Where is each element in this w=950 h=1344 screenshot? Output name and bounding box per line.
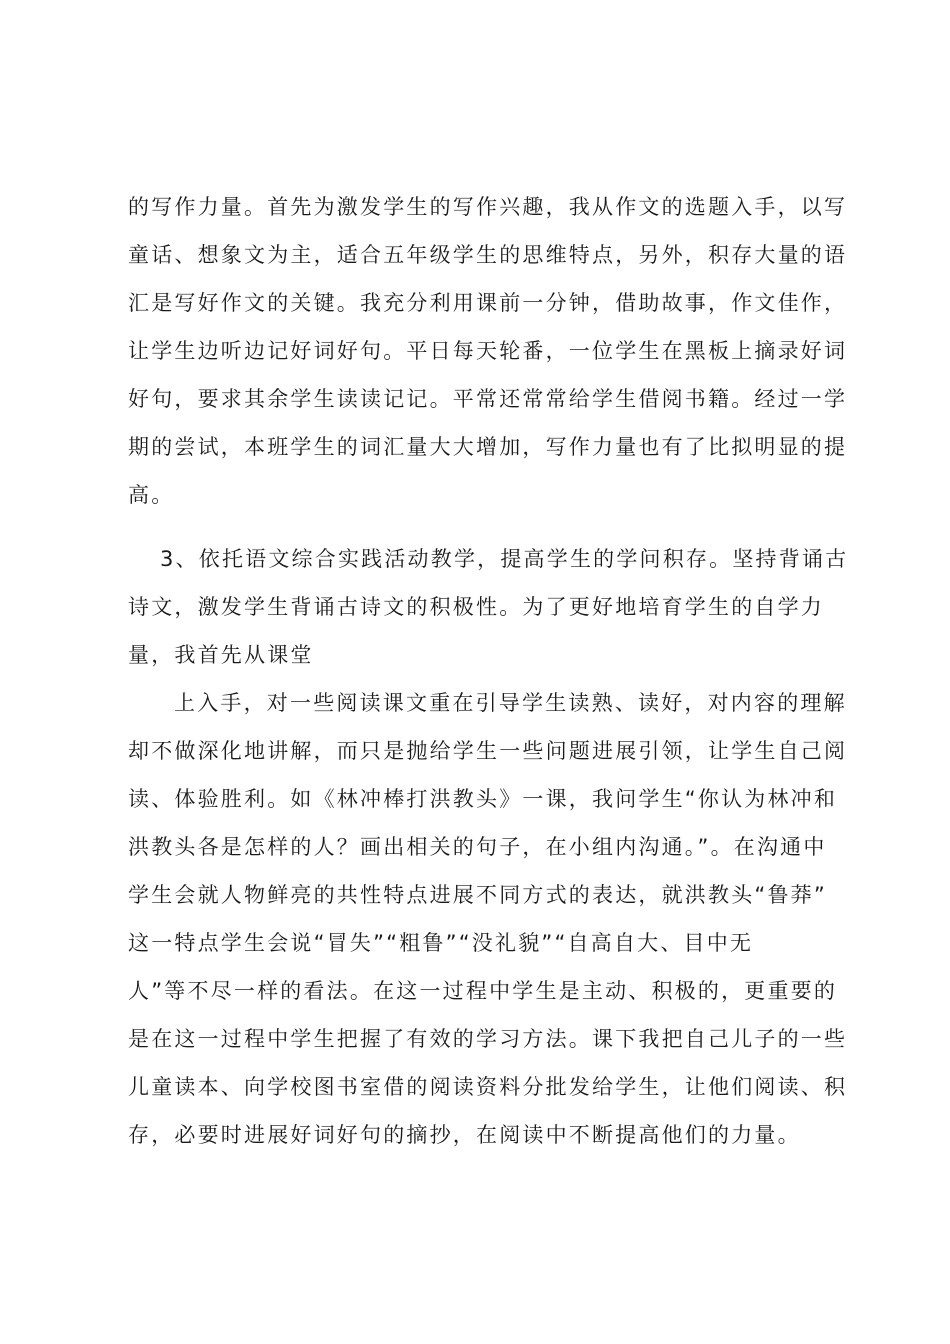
- text-line: 汇是写好作文的关键。我充分利用课前一分钟，借助故事，作文佳作，: [128, 291, 848, 315]
- text-line: 量，我首先从课堂: [128, 643, 314, 667]
- text-line: 让学生边听边记好词好句。平日每天轮番，一位学生在黑板上摘录好词: [128, 339, 848, 363]
- text-line: 童话、想象文为主，适合五年级学生的思维特点，另外，积存大量的语: [128, 243, 848, 267]
- text-line: 人”等不尽一样的看法。在这一过程中学生是主动、积极的，更重要的: [128, 979, 838, 1003]
- text-line: 洪教头各是怎样的人？画出相关的句子，在小组内沟通。”。在沟通中: [128, 835, 827, 859]
- text-line: 读、体验胜利。如《林冲棒打洪教头》一课，我问学生“你认为林冲和: [128, 787, 838, 811]
- text-line: 却不做深化地讲解，而只是抛给学生一些问题进展引领，让学生自己阅: [128, 739, 848, 763]
- text-line: 是在这一过程中学生把握了有效的学习方法。课下我把自己儿子的一些: [128, 1027, 848, 1051]
- text-line: 这一特点学生会说“冒失”“粗鲁”“没礼貌”“自高自大、目中无: [128, 931, 754, 955]
- text-line: 儿童读本、向学校图书室借的阅读资料分批发给学生，让他们阅读、积: [128, 1075, 848, 1099]
- text-line: 期的尝试，本班学生的词汇量大大增加，写作力量也有了比拟明显的提: [128, 435, 848, 459]
- paragraph-start-line: 上入手，对一些阅读课文重在引导学生读熟、读好，对内容的理解: [174, 691, 847, 715]
- text-line: 好句，要求其余学生读读记记。平常还常常给学生借阅书籍。经过一学: [128, 387, 848, 411]
- text-line: 存，必要时进展好词好句的摘抄，在阅读中不断提高他们的力量。: [128, 1123, 801, 1147]
- text-line: 诗文，激发学生背诵古诗文的积极性。为了更好地培育学生的自学力: [128, 595, 824, 619]
- paragraph-start-line: 3、依托语文综合实践活动教学，提高学生的学问积存。坚持背诵古: [160, 547, 849, 571]
- text-line: 高。: [128, 483, 175, 507]
- text-line: 学生会就人物鲜亮的共性特点进展不同方式的表达，就洪教头“鲁莽”: [128, 883, 827, 907]
- text-line: 的写作力量。首先为激发学生的写作兴趣，我从作文的选题入手，以写: [128, 195, 848, 219]
